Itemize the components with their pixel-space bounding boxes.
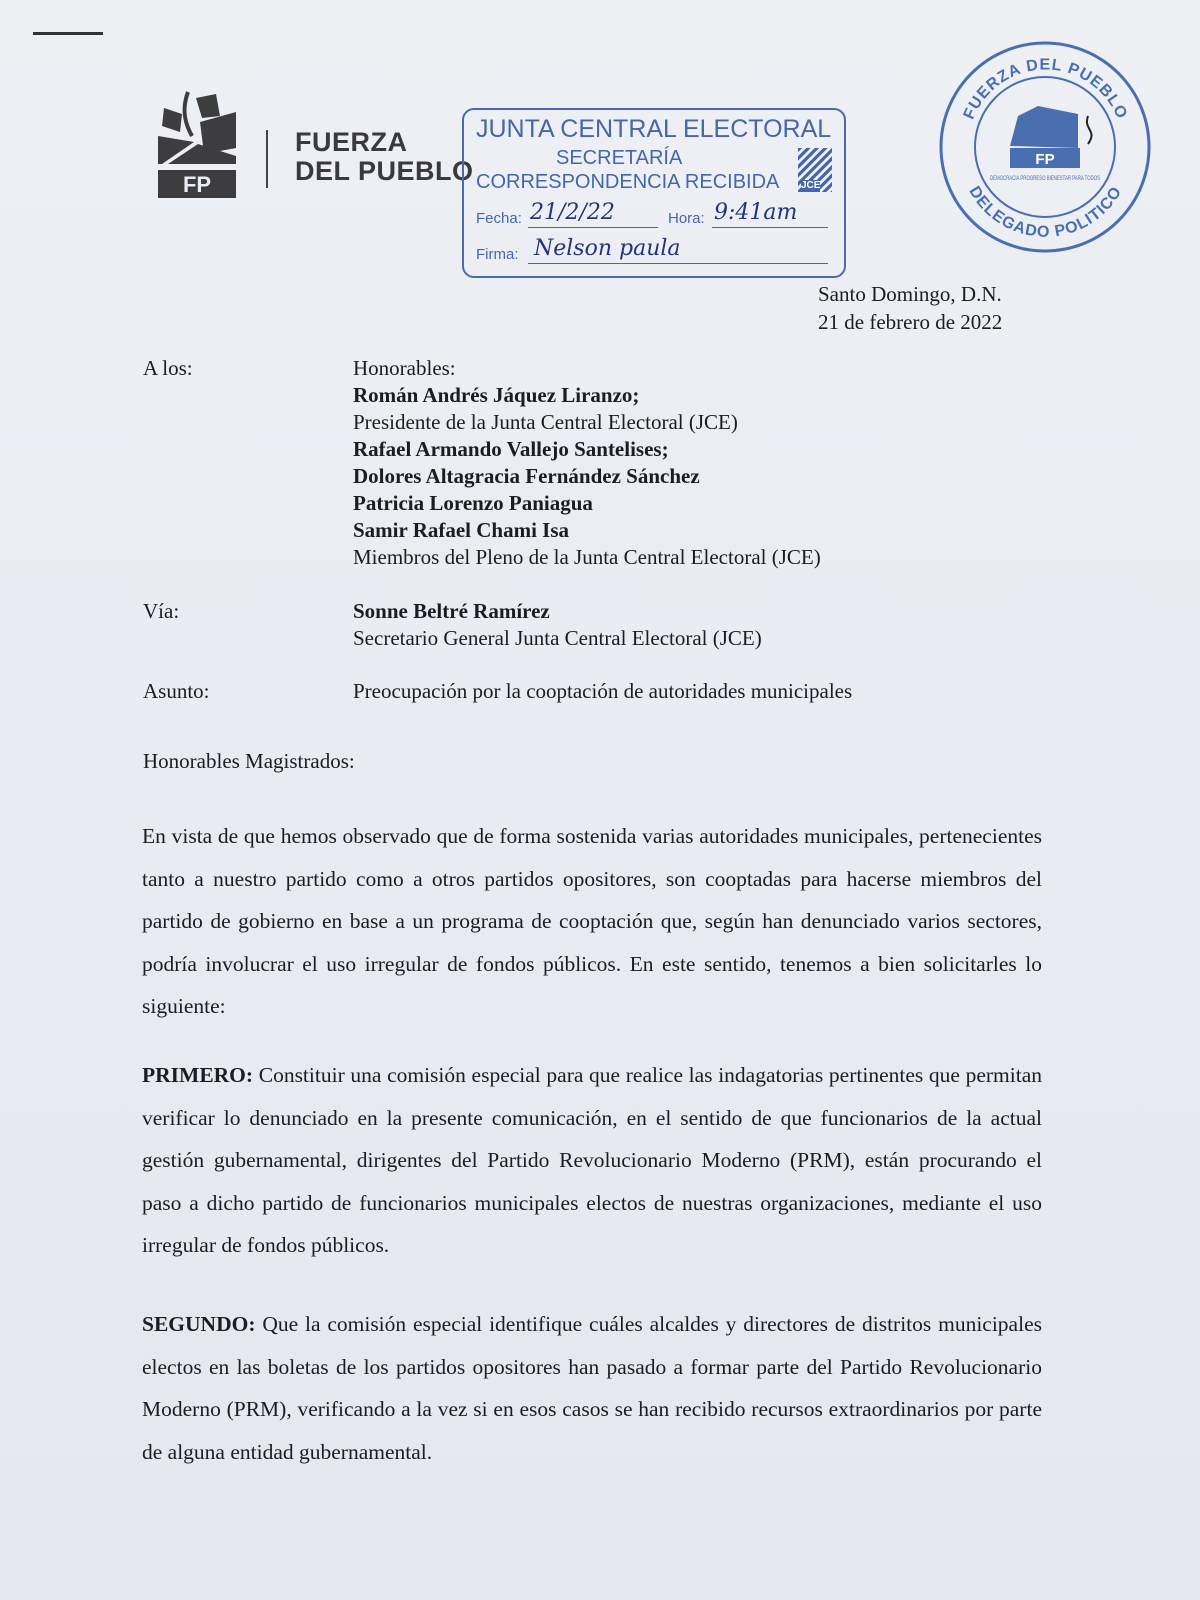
fecha-label: Fecha: <box>476 210 522 227</box>
party-seal <box>938 40 1153 255</box>
addressee-line: Samir Rafael Chami Isa <box>353 518 570 542</box>
addressee-line: Román Andrés Jáquez Liranzo; <box>353 383 640 407</box>
jce-emblem-icon <box>798 148 832 192</box>
seal-top-text: FUERZA DEL PUEBLO <box>960 56 1131 122</box>
request-heading: PRIMERO: <box>142 1063 254 1087</box>
seal-motto: DEMOCRACIA PROGRESO BIENESTAR PARA TODOS <box>990 176 1100 182</box>
intro-paragraph: En vista de que hemos observado que de forma sostenida varias autoridades municipales, pertenecientes tanto a nuestro partido como a otros partidos opositores, son cooptadas para hacerse miembros del partido de gobierno en base a un programa de cooptación que, según han denunciado varios sectores, podría involucrar el uso irregular de fondos públicos. En este sentido, tenemos a bien solicitarles lo siguiente: <box>142 824 1042 1018</box>
request-heading: SEGUNDO: <box>142 1312 256 1336</box>
addressee-line: Rafael Armando Vallejo Santelises; <box>353 437 669 461</box>
hora-handwritten: 9:41am <box>714 200 798 225</box>
seal-bottom-text: DELEGADO POLITICO <box>965 183 1126 241</box>
request-segundo <box>142 1303 1042 1473</box>
addressee-line: Presidente de la Junta Central Electoral (JCE) <box>353 410 738 434</box>
addressee-line: Miembros del Pleno de la Junta Central Electoral (JCE) <box>353 545 821 569</box>
request-text: Que la comisión especial identifique cuáles alcaldes y directores de distritos municipales electos en las boletas de los partidos opositores han pasado a formar parte del Partido Revolucionario Moderno (PRM), verificando a la vez si en esos casos se han recibido recursos extraordinarios por parte de alguna entidad gubernamental. <box>142 1312 1042 1464</box>
jce-emblem-text: JCE <box>801 180 821 191</box>
signature-handwritten: Nelson paula <box>534 236 681 261</box>
logo-initials: FP <box>182 172 212 197</box>
addressee-line: Patricia Lorenzo Paniagua <box>353 491 593 515</box>
fecha-handwritten: 21/2/22 <box>530 200 615 225</box>
via-title: Secretario General Junta Central Electoral (JCE) <box>353 626 762 650</box>
stamp-received: CORRESPONDENCIA RECIBIDA <box>476 171 780 193</box>
org-name-line1: FUERZA <box>295 127 408 157</box>
stamp-title: JUNTA CENTRAL ELECTORAL <box>476 115 832 143</box>
org-name <box>295 128 474 186</box>
via-name: Sonne Beltré Ramírez <box>353 599 550 623</box>
pen-mark <box>33 32 103 35</box>
firma-label: Firma: <box>476 246 519 263</box>
via-label: Vía: <box>143 599 180 623</box>
stamp-subtitle: SECRETARÍA <box>556 147 683 169</box>
reception-stamp <box>462 108 846 278</box>
logo-divider <box>266 130 268 188</box>
letter-date: 21 de febrero de 2022 <box>818 310 1003 334</box>
salutation: Honorables Magistrados: <box>143 749 355 773</box>
svg-text:DELEGADO POLITICO <box>965 184 1125 241</box>
org-name-line2: DEL PUEBLO <box>295 156 474 186</box>
seal-initials: FP <box>1035 151 1055 168</box>
addressees-list <box>353 355 1053 571</box>
place: Santo Domingo, D.N. <box>818 282 1002 306</box>
hora-label: Hora: <box>668 210 705 227</box>
subject-label: Asunto: <box>143 679 210 703</box>
request-primero <box>142 1054 1042 1267</box>
addressee-line: Dolores Altagracia Fernández Sánchez <box>353 464 700 488</box>
subject-text: Preocupación por la cooptación de autoridades municipales <box>353 679 853 703</box>
place-date <box>818 280 1002 336</box>
addressees-label: A los: <box>143 356 193 380</box>
addressee-line: Honorables: <box>353 356 456 380</box>
fuerza-del-pueblo-logo <box>158 88 238 200</box>
request-text: Constituir una comisión especial para que realice las indagatorias pertinentes que permitan verificar lo denunciado en la presente comunicación, en el sentido de que funcionarios de la actual gestión gubernamental, dirigentes del Partido Revolucionario Moderno (PRM), están procurando el paso a dicho partido de funcionarios municipales electos de nuestras organizaciones, mediante el uso irregular de fondos públicos. <box>142 1063 1042 1257</box>
